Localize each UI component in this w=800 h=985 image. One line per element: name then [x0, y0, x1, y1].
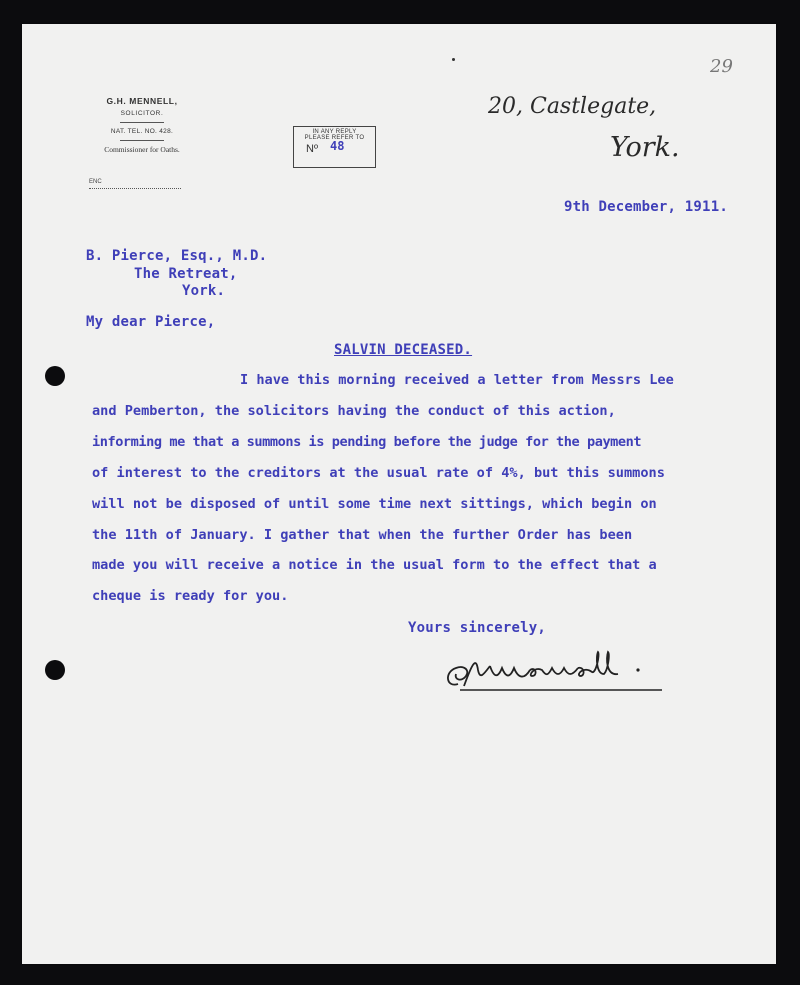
body-line-7: made you will receive a notice in the usual form to the effect that a: [92, 557, 657, 573]
letterhead-title: SOLICITOR.: [120, 110, 164, 117]
letter-date: 9th December, 1911.: [564, 199, 728, 215]
recipient-line1: B. Pierce, Esq., M.D.: [86, 248, 268, 264]
subject-heading: SALVIN DECEASED.: [334, 342, 473, 358]
page-number: 29: [710, 56, 733, 77]
recipient-line2: The Retreat,: [134, 266, 238, 282]
reference-number: 48: [330, 139, 345, 153]
body-line-4: of interest to the creditors at the usual rate of 4%, but this summons: [92, 465, 665, 481]
punch-hole-top: [45, 366, 65, 386]
body-line-2: and Pemberton, the solicitors having the conduct of this action,: [92, 403, 616, 419]
address-street: 20, Castlegate,: [488, 94, 657, 119]
reference-line2: PLEASE REFER TO: [304, 135, 365, 141]
reference-line1: IN ANY REPLY: [312, 129, 357, 135]
recipient-line3: York.: [182, 283, 226, 299]
letterhead-divider-2: [120, 140, 164, 141]
closing: Yours sincerely,: [408, 620, 547, 636]
enc-field: [89, 179, 189, 191]
reference-box: [293, 126, 376, 168]
body-line-1: I have this morning received a letter from Messrs Lee: [240, 372, 674, 388]
body-line-3: informing me that a summons is pending before the judge for the payment: [92, 434, 642, 450]
letterhead-name: G.H. MENNELL,: [106, 96, 178, 106]
letterhead-commission: Commissioner for Oaths.: [104, 145, 180, 154]
punch-hole-bottom: [45, 660, 65, 680]
body-line-8: cheque is ready for you.: [92, 588, 289, 604]
body-line-6: the 11th of January. I gather that when the further Order has been: [92, 527, 633, 543]
letter-page: [22, 24, 776, 964]
address-city: York.: [610, 132, 680, 163]
reference-no-label: Nº: [306, 143, 318, 155]
signature: [440, 644, 670, 696]
letterhead-divider: [120, 122, 164, 123]
body-line-5: will not be disposed of until some time next sittings, which begin on: [92, 496, 657, 512]
enc-label: ENC: [89, 179, 102, 185]
ink-dot: [452, 58, 455, 61]
salutation: My dear Pierce,: [86, 314, 216, 330]
letterhead-telephone: NAT. TEL. NO. 428.: [110, 128, 174, 135]
